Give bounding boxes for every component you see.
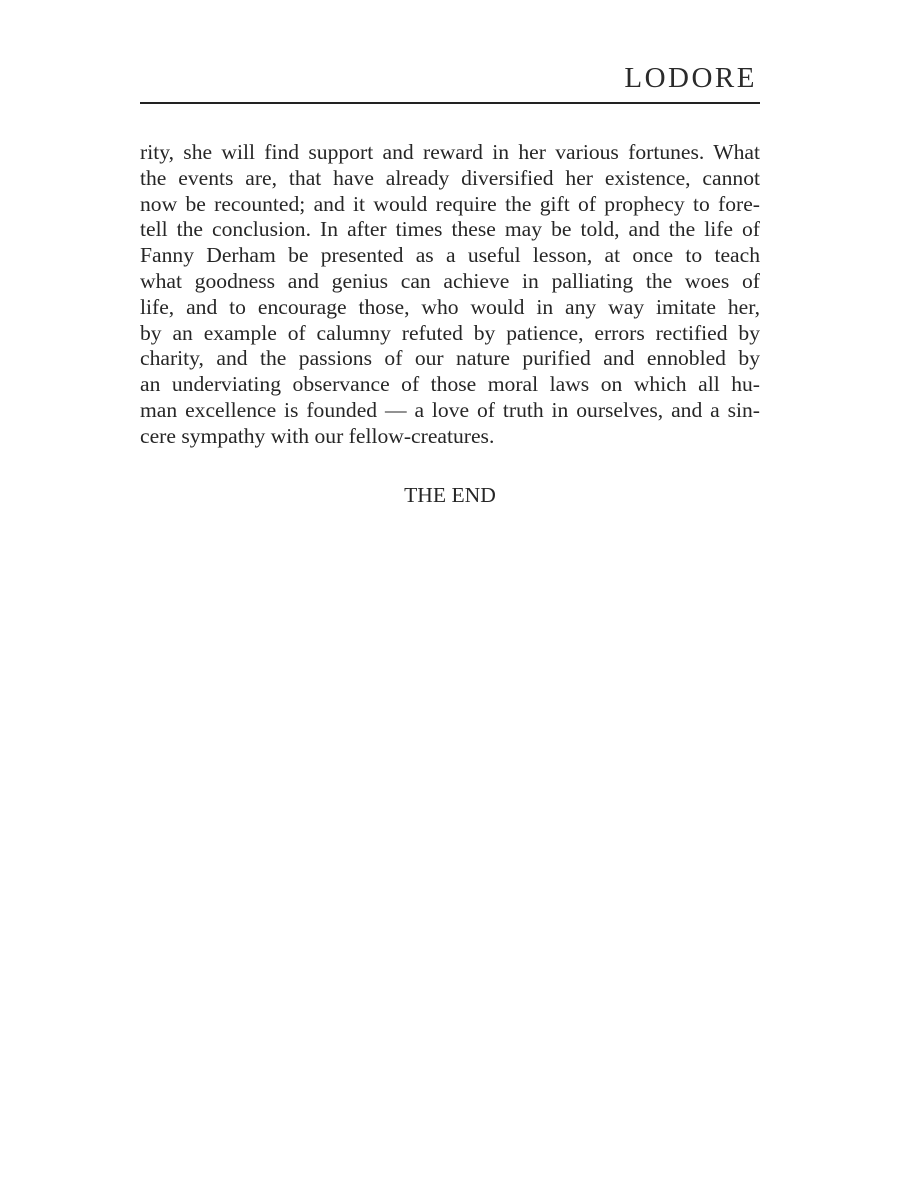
body-paragraph (140, 140, 760, 450)
text-line: tell the conclusion. In after times these may be told, and the life of (140, 217, 760, 242)
text-line: what goodness and genius can achieve in palliating the woes of (140, 268, 760, 293)
the-end-label: THE END (404, 483, 496, 507)
running-title: LODORE (624, 62, 757, 94)
text-line: man excellence is founded — a love of truth in ourselves, and a sin- (140, 397, 760, 422)
text-line: the events are, that have already diversified her existence, cannot (140, 165, 760, 190)
text-line: Fanny Derham be presented as a useful lesson, at once to teach (140, 243, 760, 268)
text-line: rity, she will find support and reward in her various fortunes. What (140, 140, 760, 164)
running-head (140, 64, 760, 104)
text-line: charity, and the passions of our nature purified and ennobled by (140, 346, 760, 371)
text-line: an underviating observance of those moral laws on which all hu- (140, 372, 760, 397)
text-line: cere sympathy with our fellow-creatures. (140, 423, 495, 448)
text-line: life, and to encourage those, who would in any way imitate her, (140, 294, 760, 319)
text-line: by an example of calumny refuted by patience, errors rectified by (140, 320, 760, 345)
text-line: now be recounted; and it would require the gift of prophecy to fore- (140, 191, 760, 216)
